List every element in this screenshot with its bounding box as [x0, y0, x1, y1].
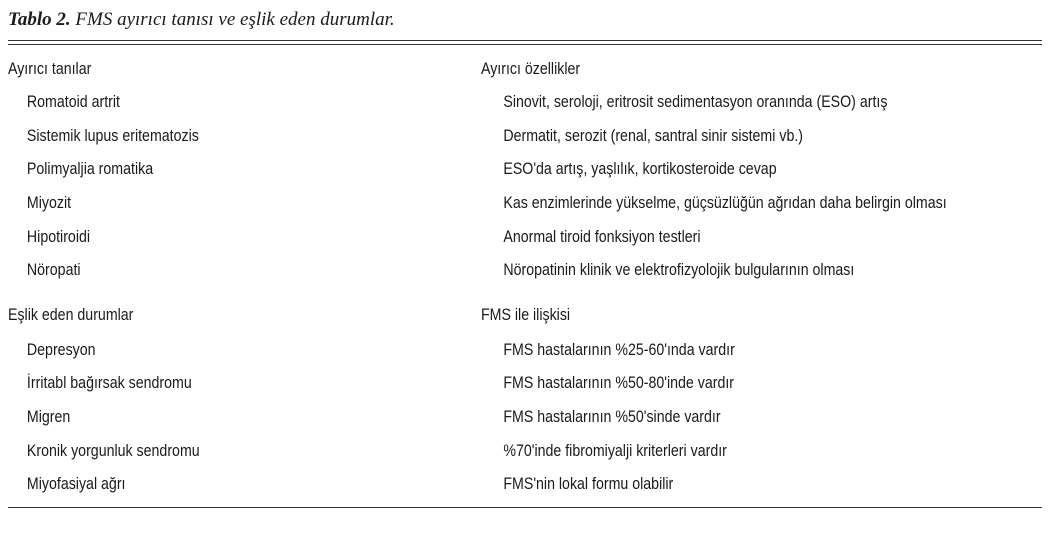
table-row: [8, 437, 897, 465]
table-row: [8, 336, 897, 364]
row-name: Nöropati: [26, 261, 81, 279]
section2-header-row: [8, 301, 897, 329]
row-name: Sistemik lupus eritematozis: [26, 127, 199, 145]
table-row: [8, 369, 897, 397]
row-name: Polimyaljia romatika: [26, 160, 154, 178]
row-name: Depresyon: [26, 341, 96, 359]
section1-header-row: [8, 55, 897, 83]
row-name: Migren: [26, 408, 71, 426]
table-row: [8, 189, 947, 217]
top-rule: [8, 40, 1042, 41]
caption-text: FMS ayırıcı tanısı ve eşlik eden durumlar.: [75, 9, 395, 30]
row-name: Hipotiroidi: [26, 228, 91, 246]
table-row: [8, 256, 897, 284]
table-row: [8, 470, 897, 498]
row-value: FMS hastalarının %50'sinde vardır: [503, 408, 721, 426]
table-row: [8, 155, 897, 183]
row-value: ESO'da artış, yaşlılık, kortikosteroide cevap: [503, 160, 777, 178]
row-name: Kronik yorgunluk sendromu: [26, 442, 200, 460]
col1-header: Eşlik eden durumlar: [8, 306, 134, 324]
row-value: Nöropatinin klinik ve elektrofizyolojik bulgularının olması: [503, 261, 855, 279]
row-name: Miyozit: [26, 194, 72, 212]
col2-header: FMS ile ilişkisi: [481, 306, 571, 324]
row-value: FMS hastalarının %50-80'inde vardır: [503, 374, 735, 392]
table-row: [8, 223, 897, 251]
row-value: Dermatit, serozit (renal, santral sinir sistemi vb.): [503, 127, 804, 145]
top-rule-second: [8, 44, 1042, 45]
row-value: FMS hastalarının %25-60'ında vardır: [503, 341, 735, 359]
col2-header: Ayırıcı özellikler: [481, 60, 581, 78]
table-row: [8, 403, 897, 431]
row-name: Romatoid artrit: [26, 93, 120, 111]
table-caption: [8, 8, 395, 32]
row-value: Anormal tiroid fonksiyon testleri: [503, 228, 701, 246]
row-value: Kas enzimlerinde yükselme, güçsüzlüğün ağrıdan daha belirgin olması: [503, 194, 947, 212]
table-row: [8, 88, 897, 116]
row-value: %70'inde fibromiyalji kriterleri vardır: [503, 442, 727, 460]
row-value: Sinovit, seroloji, eritrosit sedimentasyon oranında (ESO) artış: [503, 93, 888, 111]
row-name: İrritabl bağırsak sendromu: [26, 374, 192, 392]
row-value: FMS'nin lokal formu olabilir: [503, 475, 674, 493]
table-row: [8, 122, 897, 150]
row-name: Miyofasiyal ağrı: [26, 475, 126, 493]
bottom-rule: [8, 507, 1042, 508]
caption-label: Tablo 2.: [8, 9, 71, 30]
col1-header: Ayırıcı tanılar: [8, 60, 92, 78]
